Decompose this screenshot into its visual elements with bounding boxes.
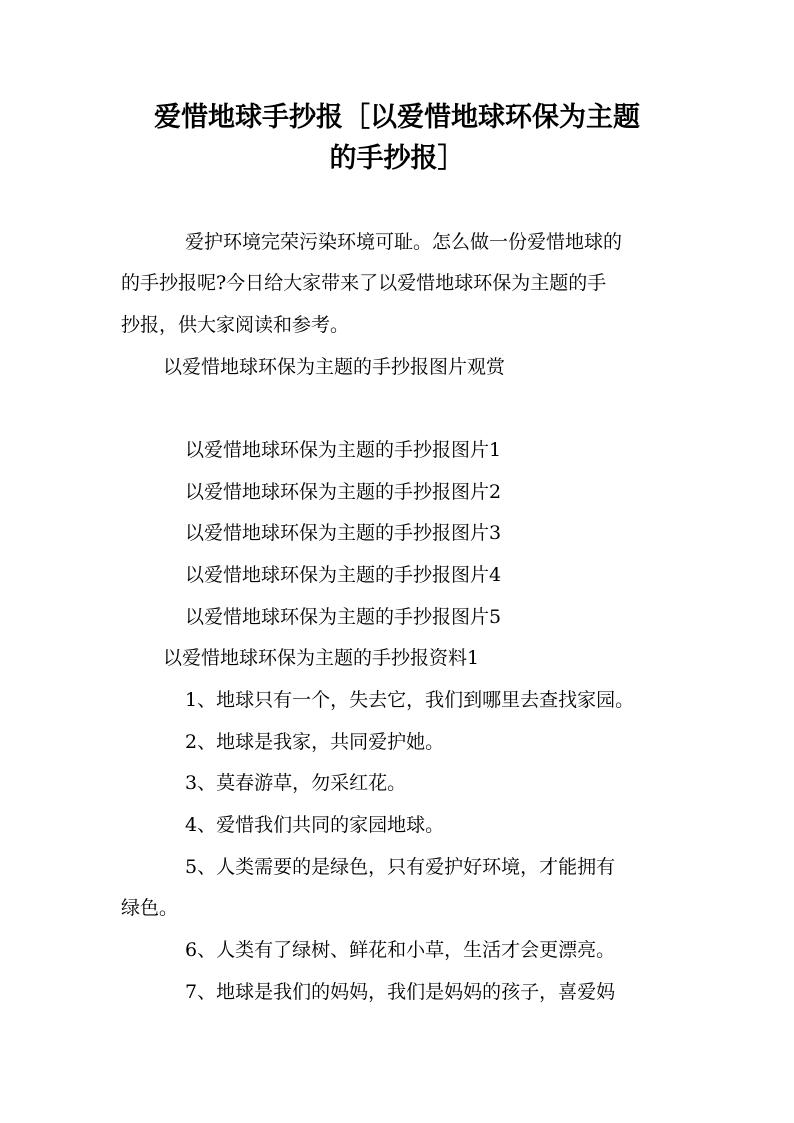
picture-caption-4: 以爱惜地球环保为主题的手抄报图片4 <box>185 564 502 586</box>
list-item-5: 5、人类需要的是绿色，只有爱护好环境，才能拥有 <box>185 856 616 878</box>
picture-caption-5: 以爱惜地球环保为主题的手抄报图片5 <box>185 606 502 628</box>
intro-paragraph-line-3: 抄报，供大家阅读和参考。 <box>121 314 350 336</box>
list-item-3: 3、莫春游草，勿采红花。 <box>185 772 407 794</box>
gallery-heading: 以爱惜地球环保为主题的手抄报图片观赏 <box>163 356 506 378</box>
list-item-5-continued: 绿色。 <box>121 897 179 919</box>
intro-paragraph-line-1: 爱护环境完荣污染环境可耻。怎么做一份爱惜地球的 <box>185 231 623 253</box>
document-title-line-2: 的手抄报］ <box>329 143 465 174</box>
list-item-1: 1、地球只有一个，失去它，我们到哪里去查找家园。 <box>185 689 635 711</box>
material-heading: 以爱惜地球环保为主题的手抄报资料1 <box>163 647 480 669</box>
picture-caption-1: 以爱惜地球环保为主题的手抄报图片1 <box>185 439 502 461</box>
list-item-4: 4、爱惜我们共同的家园地球。 <box>185 814 445 836</box>
picture-caption-2: 以爱惜地球环保为主题的手抄报图片2 <box>185 481 502 503</box>
picture-caption-3: 以爱惜地球环保为主题的手抄报图片3 <box>185 522 502 544</box>
list-item-7: 7、地球是我们的妈妈，我们是妈妈的孩子，喜爱妈 <box>185 981 616 1003</box>
list-item-2: 2、地球是我家，共同爱护她。 <box>185 731 445 753</box>
document-title-line-1: 爱惜地球手抄报［以爱惜地球环保为主题 <box>154 102 640 133</box>
intro-paragraph-line-2: 的手抄报呢?今日给大家带来了以爱惜地球环保为主题的手 <box>121 272 607 294</box>
list-item-6: 6、人类有了绿树、鲜花和小草，生活才会更漂亮。 <box>185 939 616 961</box>
